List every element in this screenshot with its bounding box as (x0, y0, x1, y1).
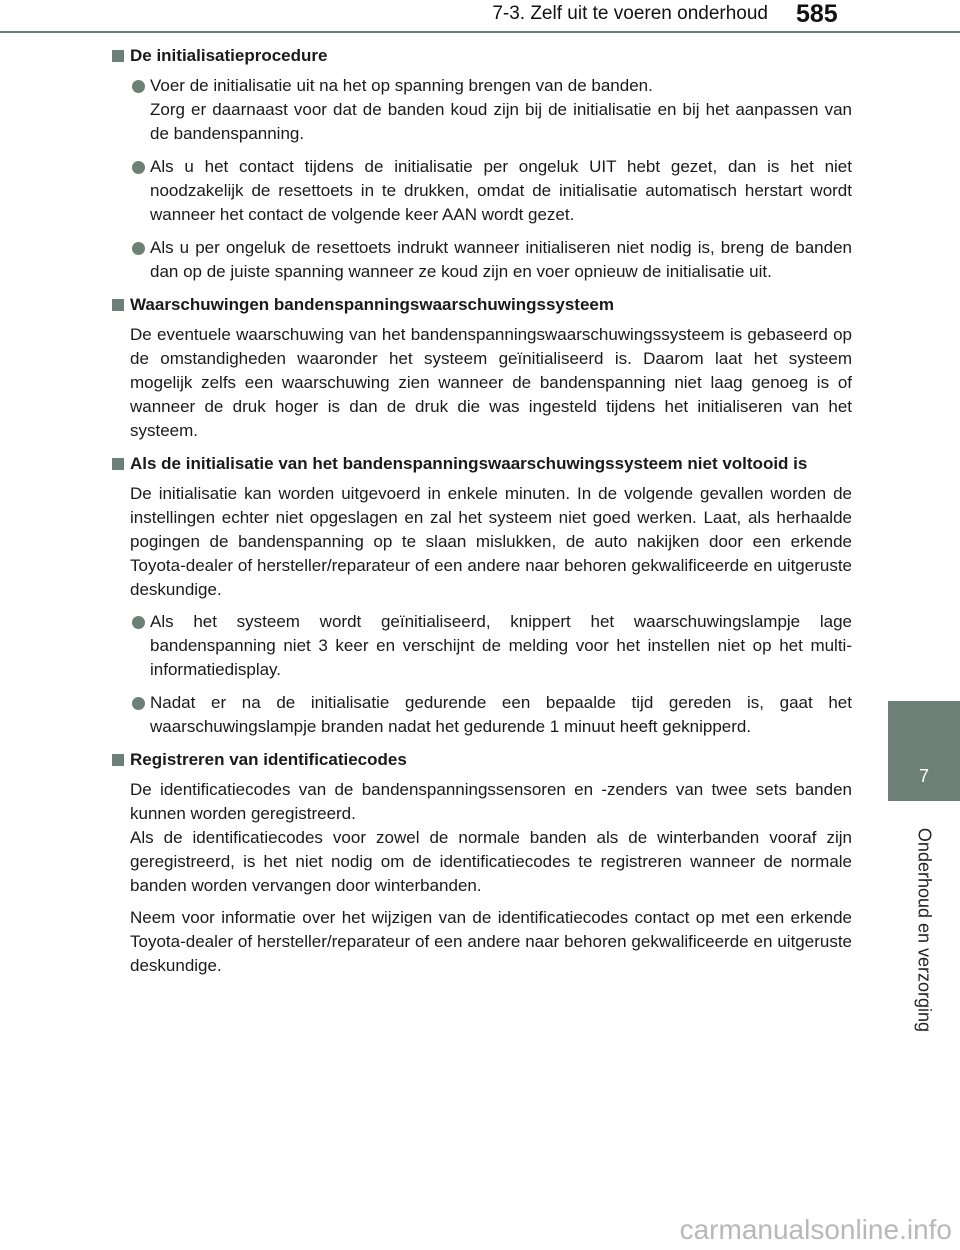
chapter-tab[interactable] (888, 701, 960, 801)
section-heading-text: Registreren van identificatiecodes (130, 750, 407, 769)
list-item (108, 155, 852, 227)
list-item-text: Als u het contact tijdens de initialisatie per ongeluk UIT hebt gezet, dan is het niet noodzakelijk de resettoets in te drukken, omdat de initialisatie automatisch herstart wordt wanneer het contact de volgende keer AAN wordt gezet. (150, 157, 852, 224)
section-heading-text: Als de initialisatie van het bandenspanningswaarschuwingssysteem niet voltooid is (130, 454, 808, 473)
list-item-text: Zorg er daarnaast voor dat de banden koud zijn bij de initialisatie en bij het aanpassen van de bandenspanning. (150, 100, 852, 143)
square-bullet-icon (112, 50, 124, 62)
paragraph: Neem voor informatie over het wijzigen van de identificatiecodes contact op met een erkende Toyota-dealer of hersteller/reparateur of een andere naar behoren gekwalificeerde en uitgeruste deskundige. (130, 908, 852, 975)
section-initialisatieprocedure (108, 44, 852, 284)
section-heading (108, 452, 852, 476)
list-item (108, 610, 852, 682)
list-item (108, 691, 852, 739)
circle-bullet-icon (132, 697, 145, 710)
paragraph: De eventuele waarschuwing van het bandenspanningswaarschuwingssysteem is gebaseerd op de omstandigheden waaronder het systeem geïnitialiseerd is. Daarom laat het systeem mogelijk zelfs een waarschuwing zien wanneer de bandenspanning niet laag genoeg is of wanneer de druk hoger is dan de druk die was ingesteld tijdens het initialiseren van het systeem. (130, 325, 852, 440)
section-heading (108, 293, 852, 317)
page-number: 585 (796, 0, 838, 28)
circle-bullet-icon (132, 161, 145, 174)
header-divider (0, 31, 960, 33)
list-item-text: Voer de initialisatie uit na het op spanning brengen van de banden. (150, 76, 653, 95)
section-initialisatie-niet-voltooid (108, 452, 852, 739)
list-item-text: Nadat er na de initialisatie gedurende een bepaalde tijd gereden is, gaat het waarschuwingslampje branden nadat het gedurende 1 minuut heeft geknipperd. (150, 693, 852, 736)
main-content (108, 44, 852, 987)
section-heading-text: Waarschuwingen bandenspanningswaarschuwingssysteem (130, 295, 614, 314)
square-bullet-icon (112, 754, 124, 766)
square-bullet-icon (112, 458, 124, 470)
chapter-number: 7 (918, 766, 929, 786)
section-waarschuwingen (108, 293, 852, 443)
list-item (108, 236, 852, 284)
list-item-text: Als het systeem wordt geïnitialiseerd, knippert het waarschuwingslampje lage bandenspanning niet 3 keer en verschijnt de melding voor het instellen niet op het multi-informatiedisplay. (150, 612, 852, 679)
header-section-title: 7-3. Zelf uit te voeren onderhoud (492, 3, 768, 24)
list-item-text: Als u per ongeluk de resettoets indrukt wanneer initialiseren niet nodig is, breng de banden dan op de juiste spanning wanneer ze koud zijn en voer opnieuw de initialisatie uit. (150, 238, 852, 281)
paragraph: Als de identificatiecodes voor zowel de normale banden als de winterbanden vooraf zijn geregistreerd, is het niet nodig om de identificatiecodes te registreren wanneer de normale banden worden vervangen door winterbanden. (130, 828, 852, 895)
circle-bullet-icon (132, 80, 145, 93)
circle-bullet-icon (132, 242, 145, 255)
section-heading (108, 748, 852, 772)
paragraph: De identificatiecodes van de bandenspanningssensoren en -zenders van twee sets banden kunnen worden geregistreerd. (130, 780, 852, 823)
list-item (108, 74, 852, 146)
circle-bullet-icon (132, 616, 145, 629)
chapter-title: Onderhoud en verzorging (914, 827, 935, 1033)
section-heading (108, 44, 852, 68)
section-heading-text: De initialisatieprocedure (130, 46, 328, 65)
watermark: carmanualsonline.info (679, 1214, 952, 1245)
paragraph: De initialisatie kan worden uitgevoerd in enkele minuten. In de volgende gevallen worden de instellingen echter niet opgeslagen en zal het systeem niet goed werken. Laat, als herhaalde pogingen de bandenspanning op te slaan mislukken, de auto nakijken door een erkende Toyota-dealer of hersteller/reparateur of een andere naar behoren gekwalificeerde en uitgeruste deskundige. (130, 484, 852, 599)
square-bullet-icon (112, 299, 124, 311)
section-identificatiecodes (108, 748, 852, 978)
